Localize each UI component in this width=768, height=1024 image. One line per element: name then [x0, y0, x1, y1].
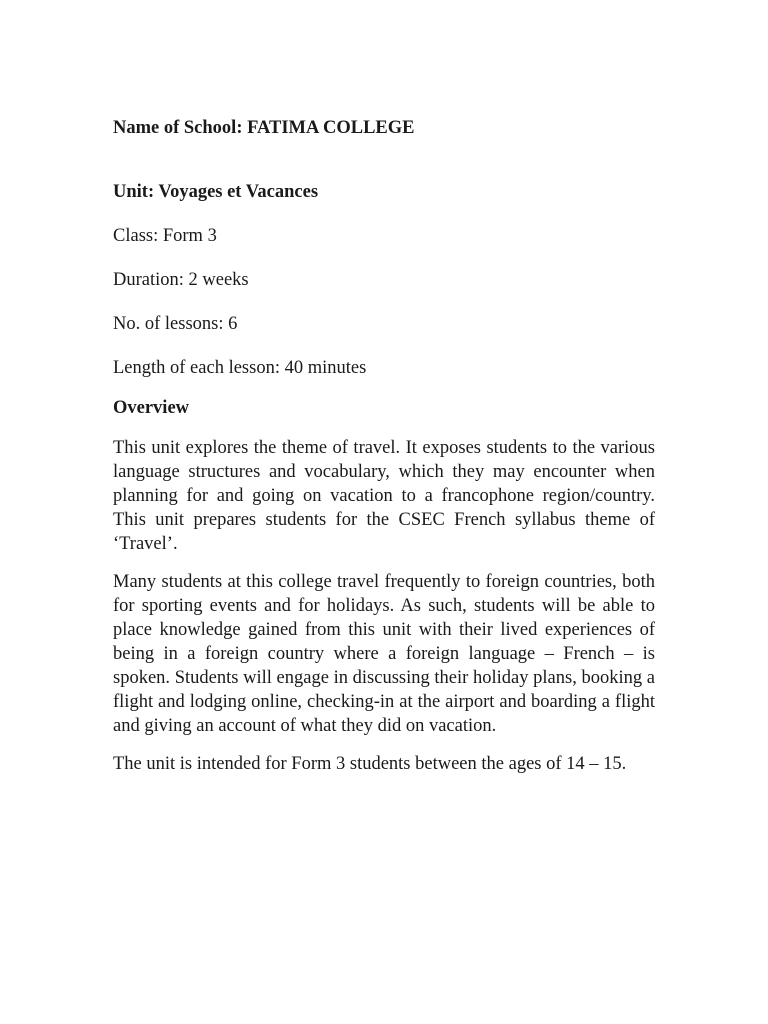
lessons-count-field: No. of lessons: 6	[113, 314, 238, 334]
class-field: Class: Form 3	[113, 226, 217, 246]
school-name: Name of School: FATIMA COLLEGE	[113, 118, 415, 138]
unit-title: Unit: Voyages et Vacances	[113, 182, 319, 202]
overview-paragraph-3: The unit is intended for Form 3 students between the ages of 14 – 15.	[113, 754, 627, 774]
overview-paragraph-2: Many students at this college travel frequently to foreign countries, both for sporting events and for holidays. As such, students will be able to place knowledge gained from this unit with their lived experiences of being in a foreign country where a foreign language – French – is spoken. Students will engage in discussing their holiday plans, booking a flight and lodging online, checking-in at the airport and boarding a flight and giving an account of what they did on vacation.	[113, 572, 655, 736]
lesson-length-field: Length of each lesson: 40 minutes	[113, 358, 367, 378]
overview-paragraph-1: This unit explores the theme of travel. It exposes students to the various language structures and vocabulary, which they may encounter when planning for and going on vacation to a francophone region/country. This unit prepares students for the CSEC French syllabus theme of ‘Travel’.	[113, 438, 655, 554]
document-page	[113, 116, 655, 790]
duration-field: Duration: 2 weeks	[113, 270, 249, 290]
overview-heading: Overview	[113, 398, 190, 418]
